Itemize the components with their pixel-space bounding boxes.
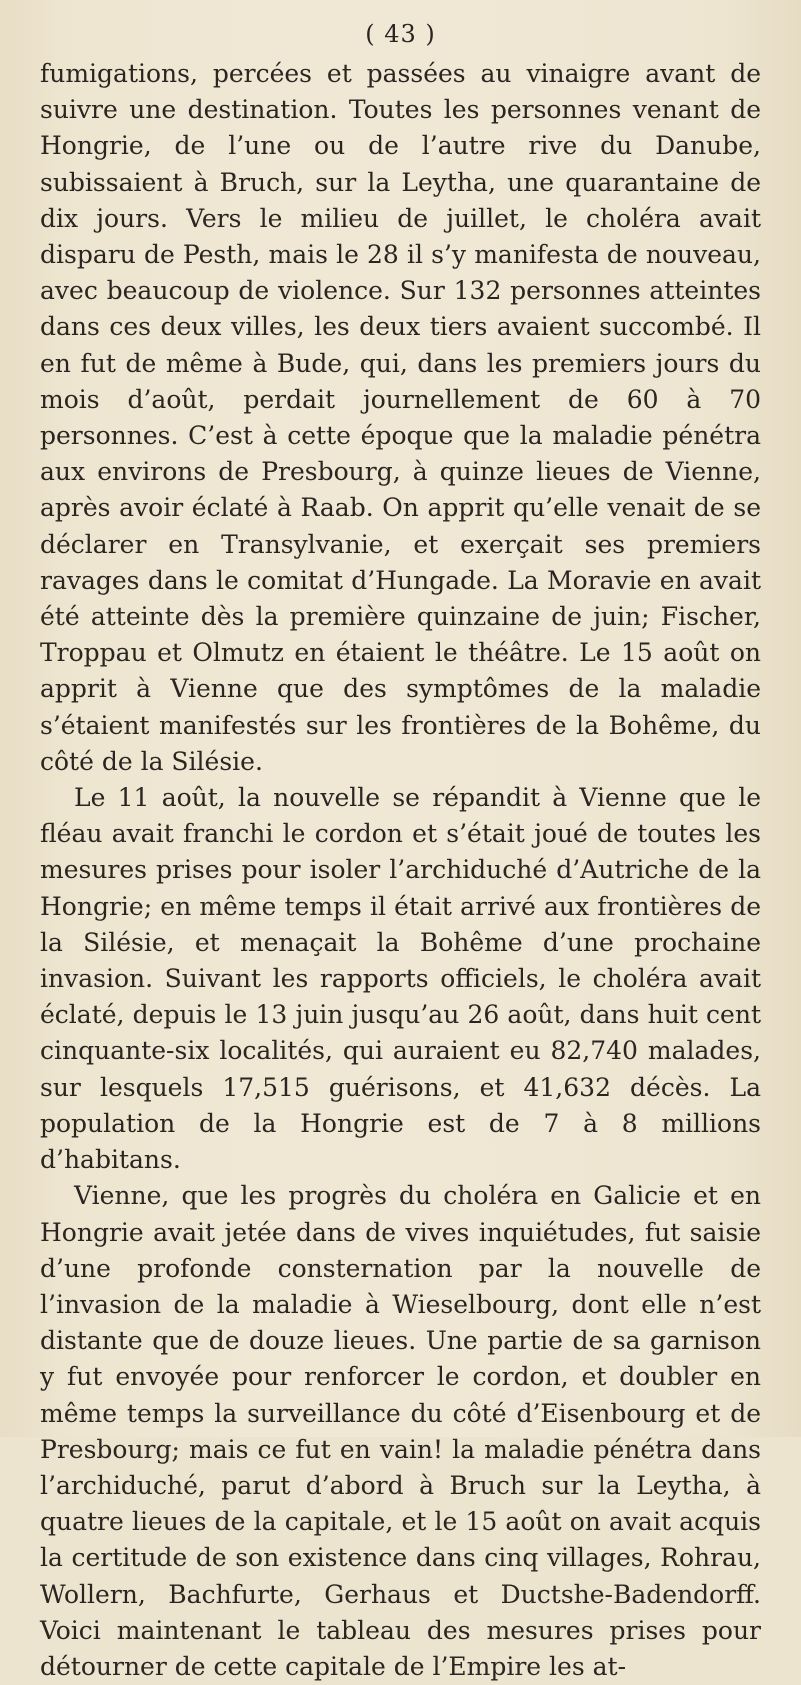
page-number: ( 43 ) [365,20,436,48]
paragraph-2: Le 11 août, la nouvelle se répandit à Vienne que le fléau avait franchi le cordon et s’était joué de toutes les mesures prises pour isoler l’archiduché d’Autriche de la Hongrie; en même temps il était arrivé aux frontières de la Silésie, et menaçait la Bohême d’une prochaine invasion. Suivant les rapports officiels, le choléra avait éclaté, depuis le 13 juin jusqu’au 26 août, dans huit cent cinquante-six localités, qui auraient eu 82,740 malades, sur lesquels 17,515 guérisons, et 41,632 décès. La population de la Hongrie est de 7 à 8 millions d’habitans. [40,783,761,1175]
paragraph-1: fumigations, percées et passées au vinaigre avant de suivre une destination. Toutes les personnes venant de Hongrie, de l’une ou de l’autre rive du Danube, subissaient à Bruch, sur la Leytha, une quarantaine de dix jours. Vers le milieu de juillet, le choléra avait disparu de Pesth, mais le 28 il s’y manifesta de nouveau, avec beaucoup de violence. Sur 132 personnes atteintes dans ces deux villes, les deux tiers avaient succombé. Il en fut de même à Bude, qui, dans les premiers jours du mois d’août, perdait journellement de 60 à 70 personnes. C’est à cette époque que la maladie pénétra aux environs de Presbourg, à quinze lieues de Vienne, après avoir éclaté à Raab. On apprit qu’elle venait de se déclarer en Transylvanie, et exerçait ses premiers ravages dans le comitat d’Hungade. La Moravie en avait été atteinte dès la première quinzaine de juin; Fischer, Troppau et Olmutz en étaient le théâtre. Le 15 août on apprit à Vienne que des symptômes de la maladie s’étaient manifestés sur les frontières de la Bohême, du côté de la Silésie. [40,59,761,776]
paragraph-3: Vienne, que les progrès du choléra en Galicie et en Hongrie avait jetée dans de vives inquiétudes, fut saisie d’une profonde consternation par la nouvelle de l’invasion de la maladie à Wieselbourg, dont elle n’est distante que de douze lieues. Une partie de sa garnison y fut envoyée pour renforcer le cordon, et doubler en même temps la surveillance du côté d’Eisenbourg et de Presbourg; mais ce fut en vain! la maladie pénétra dans l’archiduché, parut d’abord à Bruch sur la Leytha, à quatre lieues de la capitale, et le 15 août on avait acquis la certitude de son existence dans cinq villages, Rohrau, Wollern, Bachfurte, Gerhaus et Ductshe-Badendorff. Voici maintenant le tableau des mesures prises pour détourner de cette capitale de l’Empire les at- [40,1181,761,1681]
